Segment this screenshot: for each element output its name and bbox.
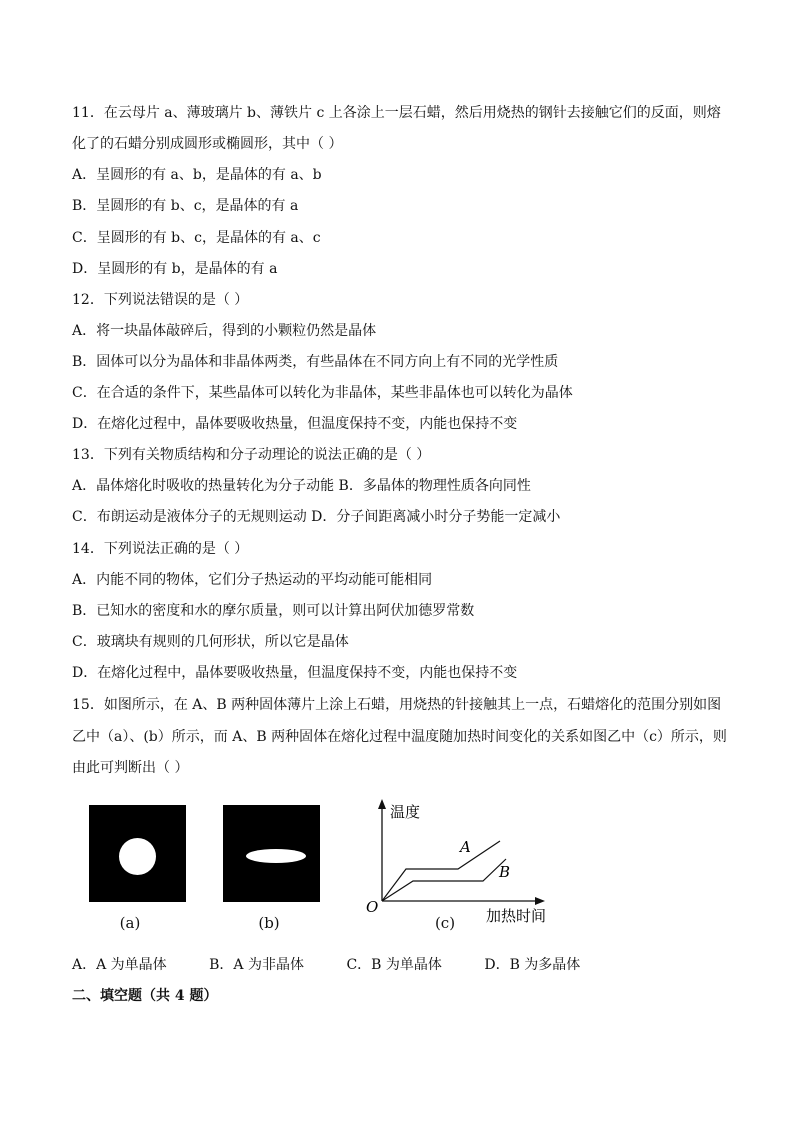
- q15-stem-line-1: 15．如图所示，在 A、B 两种固体薄片上涂上石蜡，用烧热的针接触其上一点，石蜡熔化的范围分别如图: [72, 697, 722, 713]
- graph-y-arrow: [378, 799, 386, 809]
- graph-y-label: 温度: [390, 803, 421, 821]
- q11-option-c: C．呈圆形的有 b、c，是晶体的有 a、c: [72, 230, 321, 246]
- graph-x-label: 加热时间: [486, 907, 547, 925]
- q11-option-b: B．呈圆形的有 b、c，是晶体的有 a: [72, 198, 299, 214]
- q15-option-b: B．A 为非晶体: [209, 957, 304, 973]
- q14-option-c: C．玻璃块有规则的几何形状，所以它是晶体: [72, 634, 349, 650]
- q13-stem: 13．下列有关物质结构和分子动理论的说法正确的是（ ）: [72, 447, 431, 463]
- figure-b-panel: [223, 805, 320, 902]
- q15-option-c: C．B 为单晶体: [346, 957, 442, 973]
- figure-b-ellipse: [246, 849, 306, 863]
- q14-stem: 14．下列说法正确的是（ ）: [72, 541, 249, 557]
- q11-stem-line-1: 11．在云母片 a、薄玻璃片 b、薄铁片 c 上各涂上一层石蜡，然后用烧热的钢针去接触它们的反面，则熔: [72, 105, 721, 121]
- figure-c-label: (c): [434, 914, 456, 932]
- q15-stem-line-2: 乙中（a）、(b）所示，而 A、B 两种固体在熔化过程中温度随加热时间变化的关系如图乙中（c）所示，则: [72, 729, 727, 745]
- q14-option-d: D．在熔化过程中，晶体要吸收热量，但温度保持不变，内能也保持不变: [72, 665, 518, 681]
- q13-options-ab: A．晶体熔化时吸收的热量转化为分子动能 B．多晶体的物理性质各向同性: [72, 478, 531, 494]
- graph-curve-a-label: A: [460, 838, 471, 856]
- graph-origin-label: O: [366, 898, 379, 916]
- graph-curve-a: [382, 841, 500, 901]
- q15-options: [72, 955, 618, 975]
- q11-option-d: D．呈圆形的有 b，是晶体的有 a: [72, 261, 278, 277]
- figure-a-panel: [89, 805, 186, 902]
- figure-b-label: (b): [258, 914, 280, 932]
- graph-curve-b: [382, 859, 506, 901]
- q14-option-b: B．已知水的密度和水的摩尔质量，则可以计算出阿伏加德罗常数: [72, 603, 475, 619]
- figure-a-label: (a): [119, 914, 141, 932]
- q15-option-d: D．B 为多晶体: [484, 957, 581, 973]
- section-2-title: 二、填空题（共 4 题）: [72, 988, 218, 1004]
- q12-option-a: A．将一块晶体敲碎后，得到的小颗粒仍然是晶体: [72, 323, 377, 339]
- q12-option-c: C．在合适的条件下，某些晶体可以转化为非晶体，某些非晶体也可以转化为晶体: [72, 385, 573, 401]
- q12-option-d: D．在熔化过程中，晶体要吸收热量，但温度保持不变，内能也保持不变: [72, 416, 518, 432]
- q14-option-a: A．内能不同的物体，它们分子热运动的平均动能可能相同: [72, 572, 433, 588]
- q11-stem-line-2: 化了的石蜡分别成圆形或椭圆形，其中（ ）: [72, 136, 343, 152]
- q12-option-b: B．固体可以分为晶体和非晶体两类，有些晶体在不同方向上有不同的光学性质: [72, 354, 559, 370]
- q15-stem-line-3: 由此可判断出（ ）: [72, 760, 189, 776]
- q15-option-a: A．A 为单晶体: [72, 957, 167, 973]
- graph-x-arrow: [535, 897, 545, 905]
- q11-option-a: A．呈圆形的有 a、b，是晶体的有 a、b: [72, 167, 322, 183]
- figure-a-circle: [119, 838, 156, 875]
- q13-options-cd: C．布朗运动是液体分子的无规则运动 D．分子间距离减小时分子势能一定减小: [72, 509, 561, 525]
- graph-curve-b-label: B: [499, 863, 511, 881]
- q12-stem: 12．下列说法错误的是（ ）: [72, 292, 249, 308]
